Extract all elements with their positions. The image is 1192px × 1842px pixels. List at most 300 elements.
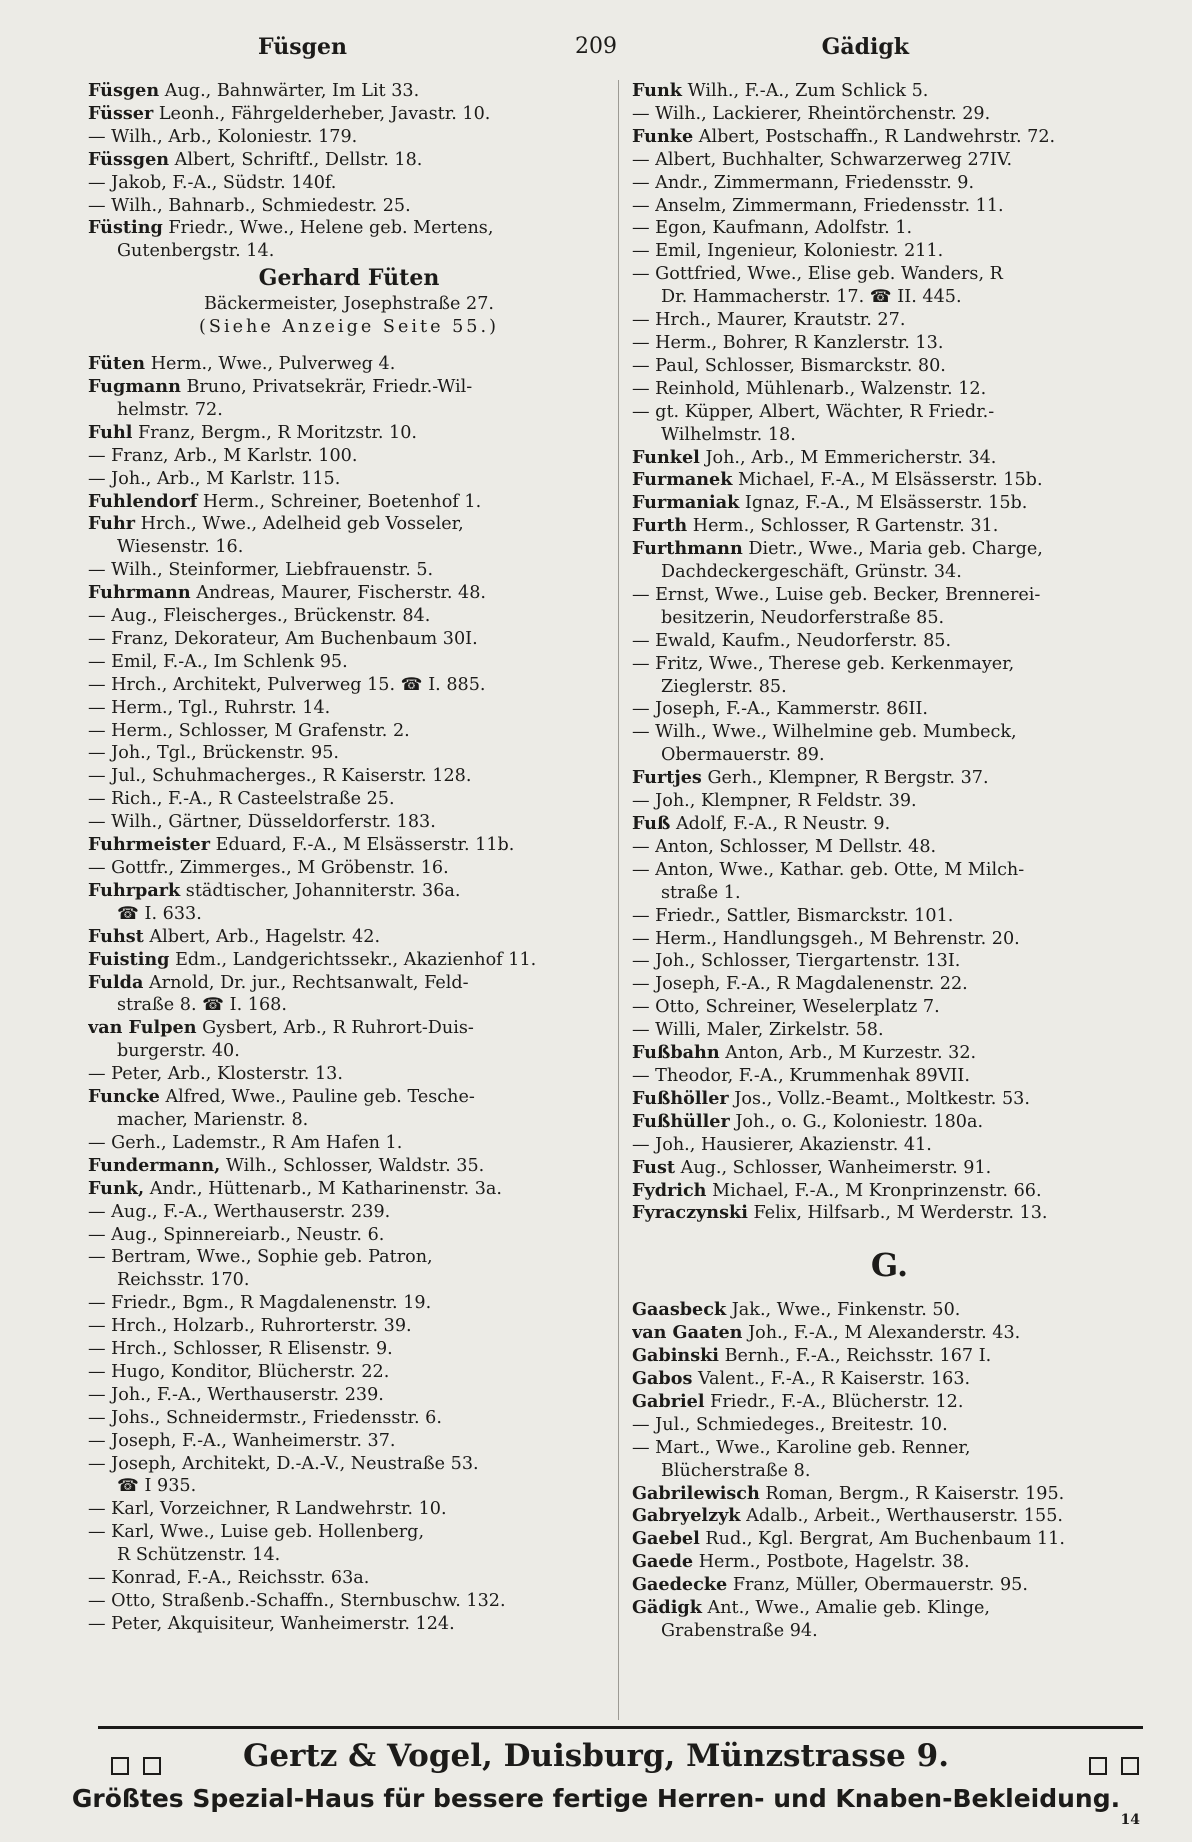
directory-entry — [632, 263, 1147, 286]
entry-surname: Fuhst — [88, 925, 144, 947]
directory-entry — [88, 1246, 610, 1269]
directory-entry — [88, 1269, 610, 1292]
directory-entry — [88, 903, 610, 926]
entry-details: — Hugo, Konditor, Blücherstr. 22. — [88, 1361, 390, 1382]
entry-details: Leonh., Fährgelderheber, Javastr. 10. — [158, 103, 491, 124]
entry-details: — Peter, Arb., Klosterstr. 13. — [88, 1064, 343, 1085]
entry-details: — Gottfr., Zimmerges., M Gröbenstr. 16. — [88, 858, 449, 878]
entry-details: — Rich., F.-A., R Casteelstraße 25. — [88, 789, 395, 810]
entry-details: — Bertram, Wwe., Sophie geb. Patron, — [88, 1247, 433, 1268]
directory-entry — [88, 811, 610, 834]
entry-surname: Fuhlendorf — [88, 490, 198, 512]
entry-details: Zieglerstr. 85. — [661, 676, 787, 697]
entry-details: Herm., Schlosser, R Gartenstr. 31. — [692, 516, 999, 537]
directory-entry — [88, 1544, 610, 1567]
entry-details: Roman, Bergm., R Kaiserstr. 195. — [765, 1483, 1065, 1504]
directory-entry — [632, 1065, 1147, 1088]
entry-surname: Gaede — [632, 1551, 694, 1573]
directory-entry — [88, 559, 610, 582]
entry-surname: Fulda — [88, 971, 144, 993]
directory-entry — [632, 950, 1147, 973]
entry-surname: Gaebel — [632, 1528, 700, 1550]
directory-entry — [88, 1292, 610, 1315]
entry-details: Bernh., F.-A., Reichsstr. 167 I. — [724, 1346, 992, 1367]
entry-details: — Jul., Schmiedeges., Breitestr. 10. — [632, 1414, 948, 1435]
entry-surname: Gabrilewisch — [632, 1482, 760, 1504]
entry-details: Franz, Müller, Obermauerstr. 95. — [732, 1575, 1028, 1596]
directory-entry — [88, 972, 610, 995]
entry-details: — Anselm, Zimmermann, Friedensstr. 11. — [632, 195, 1004, 216]
directory-entry — [632, 767, 1147, 790]
banner-text: Gertz & Vogel, Duisburg, Münzstrasse 9. — [242, 1738, 950, 1774]
directory-entry — [88, 1040, 610, 1063]
directory-entry — [632, 584, 1147, 607]
entry-details: — Herm., Schlosser, M Grafenstr. 2. — [88, 720, 410, 741]
directory-entry — [88, 697, 610, 720]
entry-surname: Furth — [632, 515, 688, 537]
entry-details: — Jul., Schuhmacherges., R Kaiserstr. 128. — [88, 766, 472, 787]
entry-details: — Friedr., Sattler, Bismarckstr. 101. — [632, 905, 954, 926]
entry-details: — Otto, Straßenb.-Schaffn., Sternbuschw. 132. — [88, 1591, 506, 1611]
ad-note: (Siehe Anzeige Seite 55.) — [199, 317, 499, 338]
directory-entry — [88, 926, 610, 949]
entry-details: — Jakob, F.-A., Südstr. 140f. — [88, 172, 337, 193]
entry-details: städtischer, Johanniterstr. 36a. — [185, 880, 461, 901]
entry-details: Friedr., Wwe., Helene geb. Mertens, — [168, 218, 494, 239]
entry-details: — Karl, Wwe., Luise geb. Hollenberg, — [88, 1522, 425, 1543]
entry-details: Joh., F.-A., M Alexanderstr. 43. — [748, 1323, 1021, 1344]
directory-entry — [632, 172, 1147, 195]
directory-entry — [632, 424, 1147, 447]
entry-details: Aug., Schlosser, Wanheimerstr. 91. — [680, 1157, 992, 1178]
entry-details: — Emil, F.-A., Im Schlenk 95. — [88, 651, 348, 672]
directory-entry — [88, 536, 610, 559]
directory-entry — [88, 1224, 610, 1247]
directory-entry — [632, 492, 1147, 515]
entry-surname: Funk — [632, 80, 682, 101]
directory-entry — [632, 1042, 1147, 1065]
entry-surname: Fuß — [632, 813, 671, 834]
entry-details: — Joh., Tgl., Brückenstr. 95. — [88, 743, 340, 764]
entry-details: — Joh., Arb., M Karlstr. 115. — [88, 468, 341, 489]
directory-entry — [88, 491, 610, 514]
directory-entry — [632, 1551, 1147, 1574]
entry-details: — Albert, Buchhalter, Schwarzerweg 27IV. — [632, 149, 1013, 170]
directory-entry — [88, 1132, 610, 1155]
directory-entry — [88, 742, 610, 765]
section-letter: G. — [870, 1246, 909, 1285]
entry-details: Obermauerstr. 89. — [661, 745, 825, 766]
entry-details: — Anton, Wwe., Kathar. geb. Otte, M Milch- — [632, 859, 1025, 880]
entry-details: — Wilh., Wwe., Wilhelmine geb. Mumbeck, — [632, 722, 1017, 743]
directory-entry — [632, 882, 1147, 905]
directory-entry — [632, 996, 1147, 1019]
directory-entry — [88, 468, 610, 491]
directory-entry — [88, 1361, 610, 1384]
entry-details: ☎ I. 633. — [117, 903, 202, 924]
directory-entry — [632, 286, 1147, 309]
directory-entry — [632, 721, 1147, 744]
entry-details: — Ernst, Wwe., Luise geb. Becker, Brennerei- — [632, 584, 1041, 605]
entry-details: — Joseph, Architekt, D.-A.-V., Neustraße 53. — [88, 1453, 479, 1474]
directory-entry — [88, 834, 610, 857]
directory-entry — [88, 1109, 610, 1132]
entry-details: — Theodor, F.-A., Krummenhak 89VII. — [632, 1065, 970, 1086]
directory-entry — [88, 1498, 610, 1521]
directory-entry — [632, 1157, 1147, 1180]
directory-entry — [88, 80, 610, 103]
directory-entry — [88, 1155, 610, 1178]
running-head-left: Füsgen — [258, 34, 347, 60]
entry-details: — Herm., Handlungsgeh., M Behrenstr. 20. — [632, 928, 1020, 949]
directory-entry — [88, 353, 610, 376]
directory-entry — [632, 1134, 1147, 1157]
entry-surname: Fuhrpark — [88, 879, 181, 901]
directory-entry — [88, 513, 610, 536]
entry-details: Michael, F.-A., M Kronprinzenstr. 66. — [712, 1180, 1042, 1201]
entry-details: besitzerin, Neudorferstraße 85. — [661, 607, 945, 628]
directory-entry — [632, 1202, 1147, 1225]
ad-name: Gerhard Füten — [258, 265, 440, 292]
entry-details: burgerstr. 40. — [117, 1041, 240, 1062]
directory-entry — [88, 1063, 610, 1086]
directory-entry — [632, 1528, 1147, 1551]
directory-entry — [632, 217, 1147, 240]
directory-entry — [632, 790, 1147, 813]
entry-details: — Fritz, Wwe., Therese geb. Kerkenmayer, — [632, 653, 1015, 674]
directory-entry — [632, 928, 1147, 951]
entry-surname: Füsgen — [88, 80, 160, 101]
directory-entry — [632, 698, 1147, 721]
entry-details: Ignaz, F.-A., M Elsässerstr. 15b. — [744, 493, 1028, 514]
directory-entry — [88, 720, 610, 743]
entry-details: Bruno, Privatsekrär, Friedr.-Wil- — [186, 376, 473, 397]
entry-details: Herm., Schreiner, Boetenhof 1. — [202, 491, 482, 512]
entry-details: — Gerh., Lademstr., R Am Hafen 1. — [88, 1132, 403, 1153]
entry-details: Jos., Vollz.-Beamt., Moltkestr. 53. — [734, 1088, 1030, 1109]
entry-details: — Aug., Spinnereiarb., Neustr. 6. — [88, 1224, 385, 1245]
entry-details: Dachdeckergeschäft, Grünstr. 34. — [661, 562, 962, 583]
directory-entry — [632, 607, 1147, 630]
directory-entry — [88, 1590, 610, 1613]
directory-entry — [632, 1180, 1147, 1203]
directory-entry — [632, 630, 1147, 653]
entry-details: helmstr. 72. — [117, 399, 223, 420]
entry-details: — Hrch., Architekt, Pulverweg 15. ☎ I. 885. — [88, 674, 486, 695]
directory-entry — [632, 515, 1147, 538]
entry-surname: Fuhrmeister — [88, 834, 211, 856]
directory-entry — [632, 378, 1147, 401]
advertisement-block — [88, 263, 610, 339]
directory-entry — [88, 103, 610, 126]
entry-details: — Egon, Kaufmann, Adolfstr. 1. — [632, 218, 913, 239]
directory-entry — [632, 1414, 1147, 1437]
entry-surname: Funke — [632, 125, 694, 147]
directory-entry — [88, 582, 610, 605]
entry-surname: Gaedecke — [632, 1574, 728, 1596]
entry-surname: Fuhr — [88, 513, 136, 535]
directory-entry — [632, 1483, 1147, 1506]
directory-entry — [88, 1178, 610, 1201]
directory-entry — [88, 1475, 610, 1498]
directory-entry — [632, 195, 1147, 218]
column-divider — [618, 80, 619, 1720]
directory-entry — [632, 1620, 1147, 1643]
entry-details: Wilhelmstr. 18. — [661, 424, 796, 445]
directory-entry — [88, 217, 610, 240]
entry-details: — Wilh., Steinformer, Liebfrauenstr. 5. — [88, 560, 434, 581]
directory-entry — [632, 1460, 1147, 1483]
directory-entry — [88, 1086, 610, 1109]
directory-entry — [88, 1407, 610, 1430]
directory-entry — [632, 240, 1147, 263]
entry-details: — Joh., Schlosser, Tiergartenstr. 13I. — [632, 951, 961, 972]
entry-details: Andreas, Maurer, Fischerstr. 48. — [196, 583, 486, 604]
entry-surname: Funkel — [632, 446, 700, 468]
entry-details: Andr., Hüttenarb., M Katharinenstr. 3a. — [149, 1178, 503, 1199]
entry-details: — Friedr., Bgm., R Magdalenenstr. 19. — [88, 1293, 432, 1314]
page-number: 209 — [575, 34, 617, 59]
directory-entry — [632, 103, 1147, 126]
entry-details: Adolf, F.-A., R Neustr. 9. — [675, 814, 891, 834]
entry-details: — Joseph, F.-A., R Magdalenenstr. 22. — [632, 974, 968, 995]
directory-entry — [632, 561, 1147, 584]
right-entries-top — [632, 80, 1147, 1225]
entry-details: Franz, Bergm., R Moritzstr. 10. — [138, 422, 417, 443]
left-column — [88, 80, 610, 1636]
entry-details: macher, Marienstr. 8. — [117, 1109, 309, 1130]
entry-details: Albert, Postschaffn., R Landwehrstr. 72. — [698, 126, 1056, 147]
directory-entry — [88, 445, 610, 468]
entry-details: — Peter, Akquisiteur, Wanheimerstr. 124. — [88, 1613, 455, 1634]
directory-entry — [88, 1017, 610, 1040]
entry-details: Grabenstraße 94. — [661, 1621, 818, 1641]
entry-details: Alfred, Wwe., Pauline geb. Tesche- — [165, 1087, 475, 1108]
directory-entry — [88, 1201, 610, 1224]
entry-surname: Gädigk — [632, 1597, 702, 1619]
directory-entry — [88, 399, 610, 422]
running-head-right: Gädigk — [821, 34, 909, 60]
entry-details: — Karl, Vorzeichner, R Landwehrstr. 10. — [88, 1499, 447, 1520]
entry-details: — Herm., Bohrer, R Kanzlerstr. 13. — [632, 332, 944, 353]
directory-entry — [632, 538, 1147, 561]
entry-details: — Gottfried, Wwe., Elise geb. Wanders, R — [632, 264, 1003, 285]
entry-details: — Aug., Fleischerges., Brückenstr. 84. — [88, 606, 431, 627]
directory-entry — [88, 126, 610, 149]
entry-details: — Emil, Ingenieur, Koloniestr. 211. — [632, 241, 944, 262]
entry-details: Blücherstraße 8. — [661, 1460, 811, 1481]
entry-details: Reichsstr. 170. — [117, 1270, 250, 1291]
directory-entry — [88, 857, 610, 880]
entry-details: Edm., Landgerichtssekr., Akazienhof 11. — [175, 949, 537, 970]
directory-entry — [632, 309, 1147, 332]
entry-surname: Fundermann, — [88, 1154, 221, 1176]
directory-entry — [632, 1391, 1147, 1414]
directory-entry — [88, 994, 610, 1017]
directory-entry — [88, 195, 610, 218]
entry-details: Dietr., Wwe., Maria geb. Charge, — [748, 539, 1043, 560]
directory-entry — [88, 949, 610, 972]
directory-entry — [88, 765, 610, 788]
entry-surname: Fuhl — [88, 421, 133, 443]
entry-details: — Franz, Arb., M Karlstr. 100. — [88, 445, 358, 466]
footer-tagline: Größtes Spezial-Haus für bessere fertige Herren- und Knaben-Bekleidung. — [71, 1784, 1121, 1813]
banner-boxes-right — [1082, 1746, 1146, 1782]
entry-details: — Aug., F.-A., Werthauserstr. 239. — [88, 1201, 391, 1222]
entry-details: Gysbert, Arb., R Ruhrort-Duis- — [202, 1018, 474, 1039]
directory-entry — [88, 1567, 610, 1590]
entry-surname: Funk, — [88, 1177, 145, 1199]
directory-entry — [88, 788, 610, 811]
entry-details: Felix, Hilfsarb., M Werderstr. 13. — [753, 1203, 1048, 1224]
entry-details: — Hrch., Holzarb., Ruhrorterstr. 39. — [88, 1316, 412, 1337]
entry-details: Anton, Arb., M Kurzestr. 32. — [725, 1043, 977, 1064]
entry-surname: Füssgen — [88, 148, 170, 170]
entry-details: straße 1. — [661, 882, 741, 903]
directory-entry — [88, 605, 610, 628]
entry-details: — Wilh., Bahnarb., Schmiedestr. 25. — [88, 195, 411, 216]
directory-entry — [632, 859, 1147, 882]
directory-entry — [632, 813, 1147, 836]
directory-entry — [88, 149, 610, 172]
entry-details: ☎ I 935. — [117, 1476, 197, 1497]
footer-rule — [98, 1726, 1143, 1729]
entry-details: Eduard, F.-A., M Elsässerstr. 11b. — [215, 835, 515, 856]
directory-entry — [88, 1315, 610, 1338]
directory-entry — [632, 905, 1147, 928]
right-column — [632, 80, 1147, 1643]
directory-entry — [632, 1088, 1147, 1111]
directory-entry — [632, 1368, 1147, 1391]
entry-details: Friedr., F.-A., Blücherstr. 12. — [710, 1391, 964, 1412]
entry-details: — Otto, Schreiner, Weselerplatz 7. — [632, 997, 940, 1018]
entry-details: — Joseph, F.-A., Kammerstr. 86II. — [632, 699, 928, 720]
directory-entry — [632, 1345, 1147, 1368]
entry-surname: van Fulpen — [88, 1017, 197, 1039]
entry-details: — Willi, Maler, Zirkelstr. 58. — [632, 1020, 884, 1041]
entry-surname: Gabos — [632, 1368, 693, 1390]
directory-entry — [632, 676, 1147, 699]
entry-details: Gutenbergstr. 14. — [117, 241, 275, 262]
directory-entry — [632, 836, 1147, 859]
banner-boxes-left — [104, 1746, 168, 1782]
entry-details: Hrch., Wwe., Adelheid geb Vosseler, — [140, 514, 464, 535]
directory-entry — [632, 1597, 1147, 1620]
directory-entry — [632, 126, 1147, 149]
entry-details: Jak., Wwe., Finkenstr. 50. — [731, 1300, 961, 1321]
entry-details: Ant., Wwe., Amalie geb. Klinge, — [707, 1598, 990, 1619]
directory-entry — [632, 653, 1147, 676]
entry-details: — Reinhold, Mühlenarb., Walzenstr. 12. — [632, 378, 987, 399]
entry-surname: Fydrich — [632, 1179, 707, 1201]
entry-details: — Joh., Hausierer, Akazienstr. 41. — [632, 1134, 932, 1155]
entry-details: Joh., o. G., Koloniestr. 180a. — [735, 1111, 984, 1132]
entry-surname: Fußhöller — [632, 1087, 729, 1109]
entry-details: Rud., Kgl. Bergrat, Am Buchenbaum 11. — [705, 1529, 1065, 1550]
entry-details: Joh., Arb., M Emmericherstr. 34. — [705, 447, 997, 468]
directory-entry — [632, 401, 1147, 424]
directory-entry — [88, 1338, 610, 1361]
directory-entry — [88, 1613, 610, 1636]
footer-banner — [0, 1738, 1192, 1774]
entry-surname: Gabinski — [632, 1345, 719, 1367]
entry-details: — Wilh., Arb., Koloniestr. 179. — [88, 126, 358, 147]
directory-entry — [632, 1505, 1147, 1528]
directory-entry — [88, 1384, 610, 1407]
directory-entry — [88, 376, 610, 399]
entry-details: Valent., F.-A., R Kaiserstr. 163. — [697, 1369, 971, 1390]
entry-surname: Furthmann — [632, 538, 743, 560]
entry-surname: Furtjes — [632, 767, 702, 789]
entry-details: Aug., Bahnwärter, Im Lit 33. — [164, 81, 420, 101]
entry-surname: Füsting — [88, 217, 163, 239]
entry-details: Adalb., Arbeit., Werthauserstr. 155. — [746, 1506, 1063, 1527]
directory-entry — [88, 674, 610, 697]
directory-entry — [88, 628, 610, 651]
entry-details: — Paul, Schlosser, Bismarckstr. 80. — [632, 355, 946, 376]
entry-surname: Fust — [632, 1156, 676, 1178]
entry-details: Michael, F.-A., M Elsässerstr. 15b. — [738, 470, 1043, 491]
entry-details: Dr. Hammacherstr. 17. ☎ II. 445. — [661, 287, 962, 308]
directory-entry — [632, 1574, 1147, 1597]
entry-details: — Ewald, Kaufm., Neudorferstr. 85. — [632, 630, 952, 651]
entry-details: Wilh., F.-A., Zum Schlick 5. — [687, 81, 929, 101]
directory-entry — [88, 1521, 610, 1544]
directory-entry — [632, 149, 1147, 172]
directory-entry — [632, 80, 1147, 103]
entry-surname: Fyraczynski — [632, 1202, 748, 1224]
entry-details: Herm., Wwe., Pulverweg 4. — [150, 354, 396, 375]
entry-details: Albert, Arb., Hagelstr. 42. — [149, 926, 381, 947]
left-entries-bottom — [88, 353, 610, 1636]
entry-details: — Johs., Schneidermstr., Friedensstr. 6. — [88, 1407, 442, 1428]
directory-entry — [632, 447, 1147, 470]
entry-surname: Gaasbeck — [632, 1299, 727, 1321]
sheet-number: 14 — [1120, 1812, 1140, 1828]
entry-details: — Hrch., Schlosser, R Elisenstr. 9. — [88, 1339, 393, 1360]
directory-entry — [632, 1111, 1147, 1134]
left-entries-top — [88, 80, 610, 263]
directory-entry — [632, 1437, 1147, 1460]
directory-entry — [88, 1430, 610, 1453]
entry-details: straße 8. ☎ I. 168. — [117, 995, 287, 1016]
entry-details: — Joseph, F.-A., Wanheimerstr. 37. — [88, 1430, 396, 1451]
directory-entry — [632, 1019, 1147, 1042]
directory-entry — [632, 332, 1147, 355]
entry-details: Albert, Schriftf., Dellstr. 18. — [174, 149, 423, 170]
directory-entry — [632, 973, 1147, 996]
entry-surname: Fußhüller — [632, 1110, 730, 1132]
entry-details: — Joh., F.-A., Werthauserstr. 239. — [88, 1384, 384, 1405]
directory-entry — [632, 744, 1147, 767]
entry-surname: Fußbahn — [632, 1042, 720, 1064]
entry-details: — Hrch., Maurer, Krautstr. 27. — [632, 310, 906, 331]
entry-details: — Franz, Dekorateur, Am Buchenbaum 30I. — [88, 628, 478, 649]
entry-surname: Funcke — [88, 1086, 160, 1108]
directory-entry — [88, 880, 610, 903]
entry-details: Wilh., Schlosser, Waldstr. 35. — [225, 1155, 485, 1176]
entry-details: — Konrad, F.-A., Reichsstr. 63a. — [88, 1568, 370, 1589]
right-entries-bottom — [632, 1299, 1147, 1643]
entry-surname: Gabriel — [632, 1390, 705, 1412]
entry-surname: Furmaniak — [632, 492, 740, 514]
directory-entry — [632, 1322, 1147, 1345]
directory-entry — [632, 1299, 1147, 1322]
directory-entry — [632, 355, 1147, 378]
ad-line: Bäckermeister, Josephstraße 27. — [203, 294, 495, 315]
entry-surname: Füsser — [88, 102, 154, 124]
directory-entry — [632, 469, 1147, 492]
